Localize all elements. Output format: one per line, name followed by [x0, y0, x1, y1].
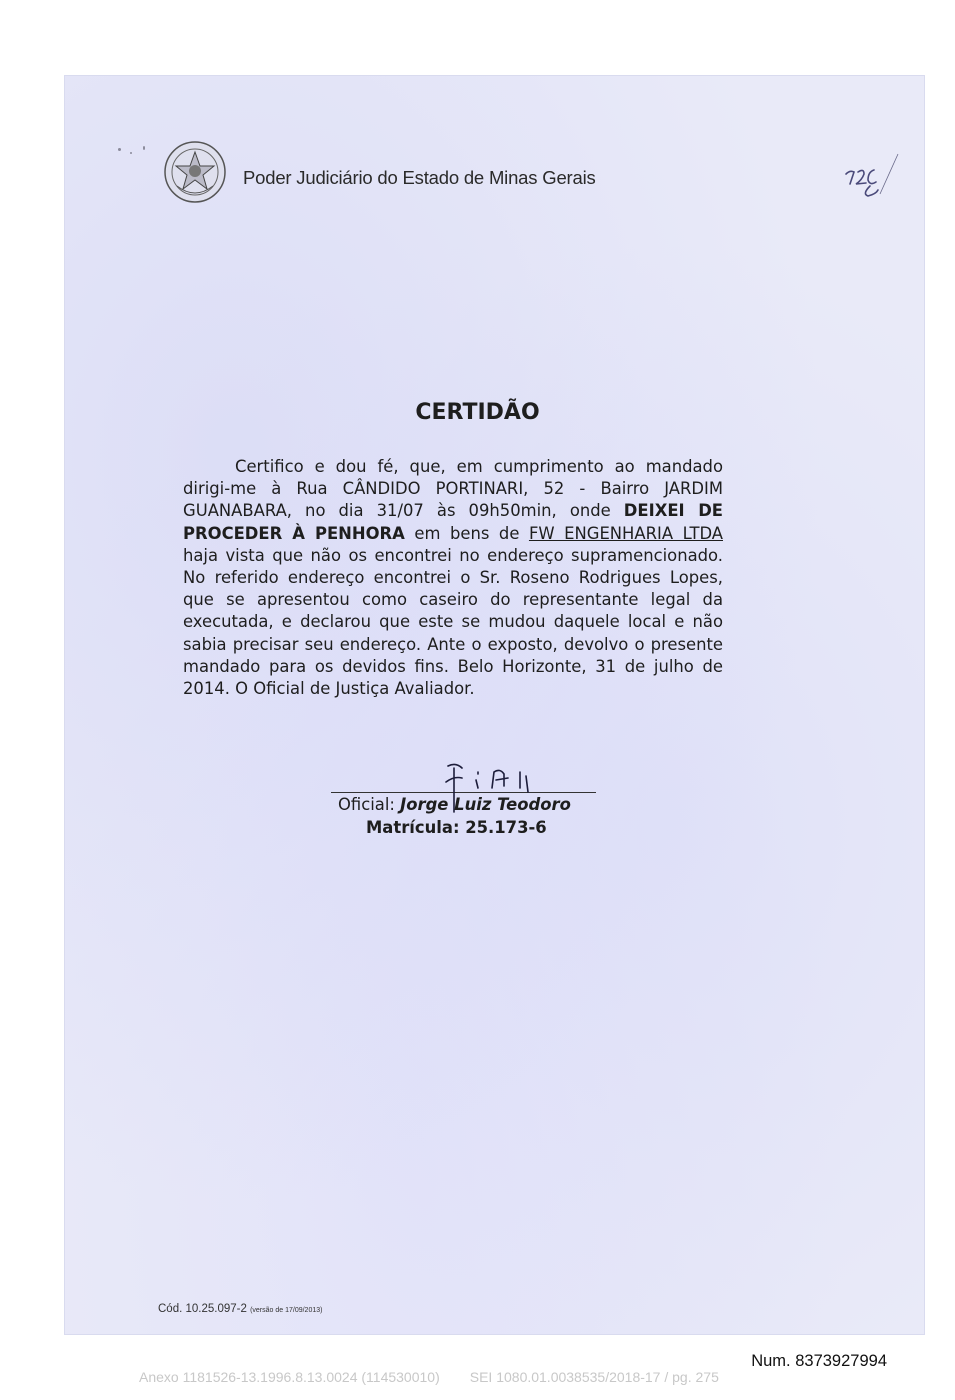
officer-registration: Matrícula: 25.173-6: [366, 818, 547, 837]
paragraph-text-3: haja vista que não os encontrei no endereço supramencionado. No referido endereço encontrei o Sr. Roseno Rodrigues Lopes, que se apresentou como caseiro do representante legal da executada, e declarou que este se mudou daquele local e não sabia precisar seu endereço. Ante o exposto, devolvo o presente mandado para os devidos fins. Belo Horizonte, 31 de julho de 2014. O Oficial de Justiça Avaliador.: [183, 545, 723, 699]
footer-sei: SEI 1080.01.0038535/2018-17 / pg. 275: [469, 1369, 719, 1385]
scanned-page: [64, 75, 925, 1335]
officer-label: Oficial:: [338, 795, 401, 814]
officer-line: [338, 795, 571, 814]
footer-annex: Anexo 1181526-13.1996.8.13.0024 (114530010): [139, 1369, 440, 1385]
paragraph-bold-text: DEIXEI DE PROCEDER À PENHORA: [183, 501, 723, 543]
document-title: CERTIDÃO: [415, 400, 540, 425]
paragraph-text-1: Certifico e dou fé, que, em cumprimento ao mandado dirigi-me à Rua CÂNDIDO PORTINARI, 52 - Bairro JARDIM GUANABARA, no dia 31/07 às 09h50min, onde: [183, 457, 723, 521]
officer-name: Jorge Luiz Teodoro: [400, 795, 571, 814]
form-code-version: (versão de 17/09/2013): [250, 1307, 323, 1314]
company-name: FW ENGENHARIA LTDA: [528, 523, 723, 543]
paragraph-text-2: em bens de: [404, 523, 529, 543]
form-code-number: Cód. 10.25.097-2: [158, 1303, 247, 1315]
form-code: [158, 1303, 322, 1315]
scan-speck: [143, 146, 145, 150]
scan-speck: [118, 148, 121, 151]
document-number: Num. 8373927994: [751, 1352, 887, 1370]
institution-name: Poder Judiciário do Estado de Minas Gerais: [243, 167, 596, 188]
footer-reference: [139, 1369, 719, 1385]
state-seal-icon: [163, 140, 227, 204]
scan-speck: [130, 152, 132, 154]
certificate-paragraph: [183, 456, 723, 700]
handwritten-page-number: [840, 150, 900, 210]
